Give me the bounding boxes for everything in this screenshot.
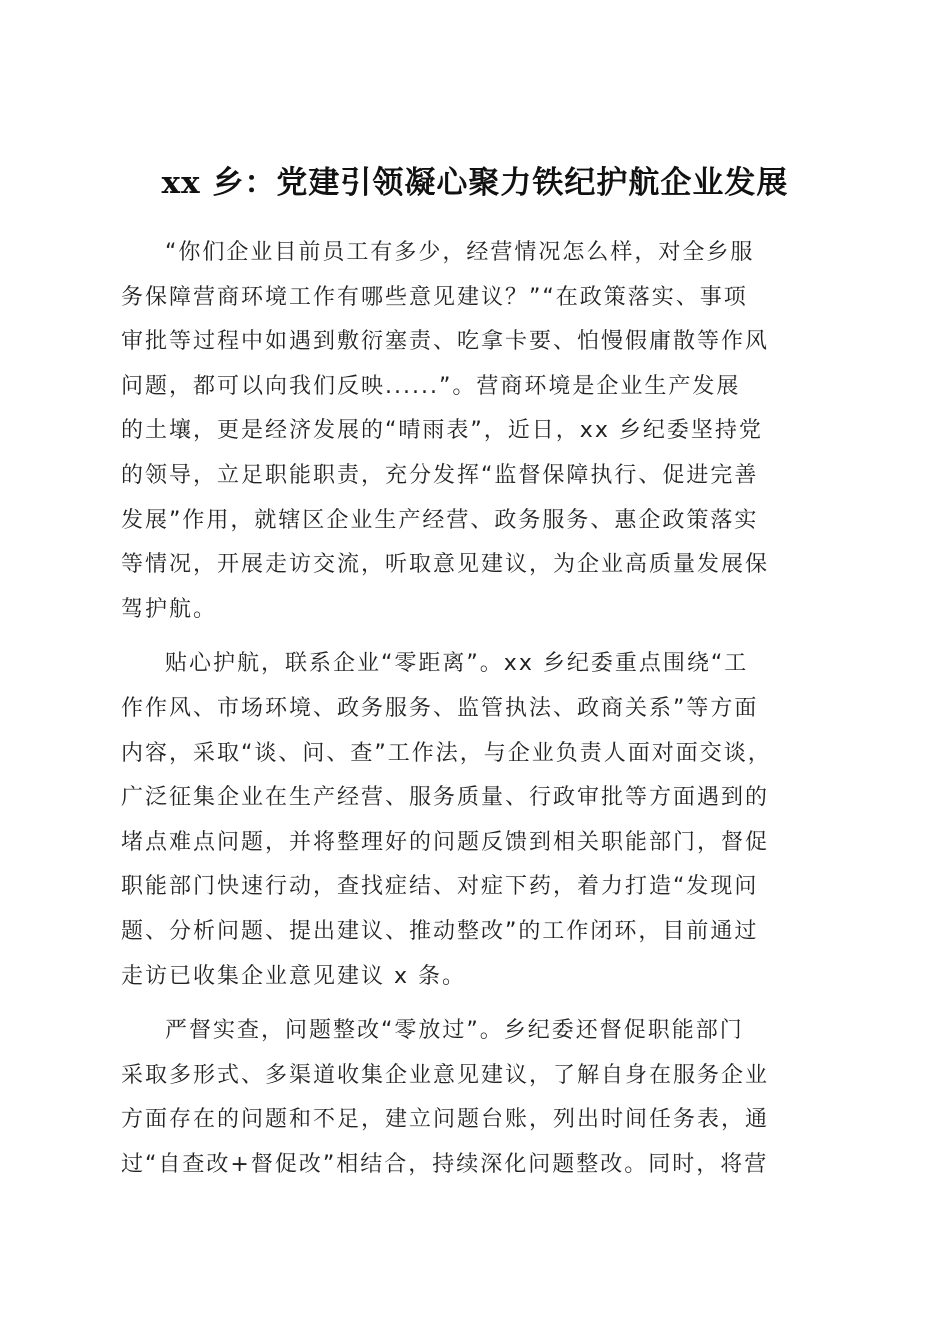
paragraph-line: 采取多形式、多渠道收集企业意见建议，了解自身在服务企业 xyxy=(121,1062,770,1088)
paragraph-line: 广泛征集企业在生产经营、服务质量、行政审批等方面遇到的 xyxy=(121,785,770,811)
paragraph-line: 过“自查改+督促改”相结合，持续深化问题整改。同时，将营 xyxy=(121,1151,769,1177)
paragraph-line: 的领导，立足职能职责，充分发挥“监督保障执行、促进完善 xyxy=(121,462,759,488)
paragraph-line: 的土壤，更是经济发展的“晴雨表”，近日，xx 乡纪委坚持党 xyxy=(121,418,763,444)
paragraph-line: 内容，采取“谈、问、查”工作法，与企业负责人面对面交谈， xyxy=(121,740,772,766)
paragraph-line: 作作风、市场环境、政务服务、监管执法、政商关系”等方面 xyxy=(121,695,759,721)
paragraph-2 xyxy=(121,642,833,999)
paragraph-line: 贴心护航，联系企业“零距离”。xx 乡纪委重点围绕“工 xyxy=(165,651,749,677)
paragraph-line: 方面存在的问题和不足，建立问题台账，列出时间任务表，通 xyxy=(121,1107,770,1133)
paragraph-1 xyxy=(121,231,833,632)
paragraph-line: 走访已收集企业意见建议 x 条。 xyxy=(121,963,467,989)
paragraph-line: 题、分析问题、提出建议、推动整改”的工作闭环，目前通过 xyxy=(121,918,759,944)
paragraph-line: 等情况，开展走访交流，听取意见建议，为企业高质量发展保 xyxy=(121,552,770,578)
paragraph-line: 驾护航。 xyxy=(121,596,218,622)
paragraph-line: “你们企业目前员工有多少，经营情况怎么样，对全乡服 xyxy=(165,240,755,265)
paragraph-line: 堵点难点问题，并将整理好的问题反馈到相关职能部门，督促 xyxy=(121,829,770,855)
paragraph-line: 严督实查，问题整改“零放过”。乡纪委还督促职能部门 xyxy=(165,1018,744,1044)
paragraph-line: 审批等过程中如遇到敷衍塞责、吃拿卡要、怕慢假庸散等作风 xyxy=(121,329,770,355)
document-title: xx 乡：党建引领凝心聚力铁纪护航企业发展 xyxy=(161,164,789,201)
paragraph-line: 职能部门快速行动，查找症结、对症下药，着力打造“发现问 xyxy=(121,874,759,900)
paragraph-line: 务保障营商环境工作有哪些意见建议？”“在政策落实、事项 xyxy=(121,284,748,310)
document-body xyxy=(121,231,833,1197)
paragraph-line: 发展”作用，就辖区企业生产经营、政务服务、惠企政策落实 xyxy=(121,507,759,533)
paragraph-3 xyxy=(121,1009,833,1187)
paragraph-line: 问题，都可以向我们反映......”。营商环境是企业生产发展 xyxy=(121,373,741,399)
